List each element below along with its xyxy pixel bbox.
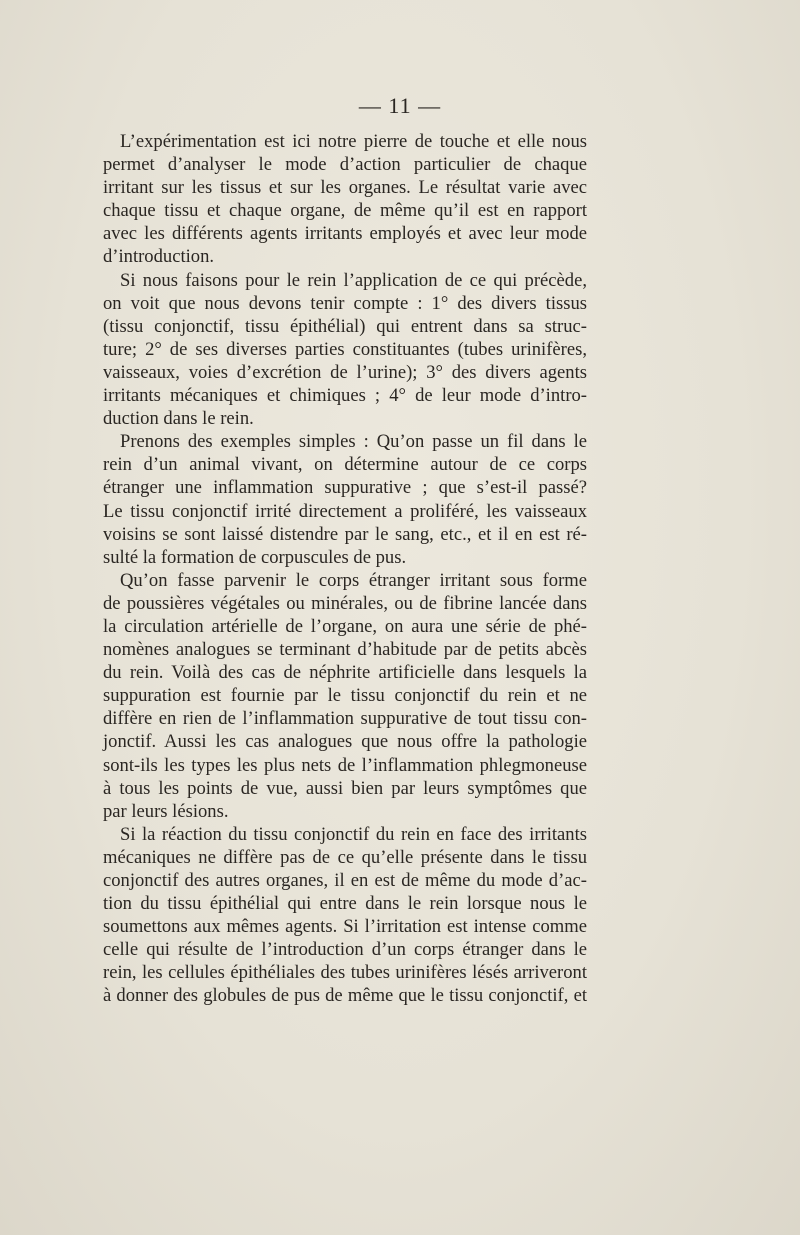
paragraph	[103, 130, 587, 269]
text-line: avec les différents agents irritants employés et avec leur mode	[103, 223, 587, 245]
text-line: diffère en rien de l’inflammation suppurative de tout tissu con-	[103, 708, 587, 730]
text-line: d’introduction.	[103, 246, 215, 268]
text-line: sulté la formation de corpuscules de pus.	[103, 546, 407, 568]
text-line: rein d’un animal vivant, on détermine autour de ce corps	[103, 454, 587, 476]
text-line: (tissu conjonctif, tissu épithélial) qui entrent dans sa struc-	[103, 315, 587, 337]
text-line: rein, les cellules épithéliales des tubes urinifères lésés arriveront	[103, 962, 587, 984]
paragraph	[103, 569, 587, 823]
text-line: permet d’analyser le mode d’action particulier de chaque	[103, 154, 587, 176]
text-line: par leurs lésions.	[103, 800, 229, 822]
text-line: tion du tissu épithélial qui entre dans le rein lorsque nous le	[103, 893, 587, 915]
text-line: Qu’on fasse parvenir le corps étranger irritant sous forme	[120, 569, 587, 591]
paragraph	[103, 430, 587, 569]
text-line: L’expérimentation est ici notre pierre de touche et elle nous	[120, 131, 587, 152]
text-line: étranger une inflammation suppurative ; que s’est-il passé?	[103, 477, 587, 499]
text-line: voisins se sont laissé distendre par le sang, etc., et il en est ré-	[103, 523, 587, 545]
text-line: jonctif. Aussi les cas analogues que nous offre la pathologie	[103, 731, 587, 753]
text-line: suppuration est fournie par le tissu conjonctif du rein et ne	[103, 685, 587, 707]
text-line: de poussières végétales ou minérales, ou de fibrine lancée dans	[103, 592, 587, 614]
text-line: nomènes analogues se terminant d’habitude par de petits abcès	[103, 639, 587, 661]
text-line: du rein. Voilà des cas de néphrite artificielle dans lesquels la	[103, 662, 587, 684]
text-line: celle qui résulte de l’introduction d’un corps étranger dans le	[103, 939, 587, 961]
text-line: irritant sur les tissus et sur les organes. Le résultat varie avec	[103, 177, 587, 199]
body-text	[103, 130, 587, 1008]
text-line: Si nous faisons pour le rein l’application de ce qui précède,	[120, 269, 587, 291]
text-line: ture; 2° de ses diverses parties constituantes (tubes urinifères,	[103, 338, 587, 360]
text-line: soumettons aux mêmes agents. Si l’irritation est intense comme	[103, 916, 587, 938]
paragraph	[103, 269, 587, 431]
text-line: conjonctif des autres organes, il en est de même du mode d’ac-	[103, 870, 587, 891]
text-line: on voit que nous devons tenir compte : 1° des divers tissus	[103, 292, 587, 314]
text-line: chaque tissu et chaque organe, de même qu’il est en rapport	[103, 200, 587, 222]
page-number: — 11 —	[358, 93, 442, 118]
text-line: à donner des globules de pus de même que le tissu conjonctif, et	[103, 985, 587, 1007]
text-line: duction dans le rein.	[103, 408, 254, 430]
text-line: sont-ils les types les plus nets de l’inflammation phlegmoneuse	[103, 754, 587, 776]
text-line: Le tissu conjonctif irrité directement a proliféré, les vaisseaux	[103, 500, 587, 522]
text-line: Prenons des exemples simples : Qu’on passe un fil dans le	[120, 431, 587, 453]
text-line: la circulation artérielle de l’organe, on aura une série de phé-	[103, 615, 587, 637]
text-line: Si la réaction du tissu conjonctif du rein en face des irritants	[120, 823, 587, 845]
paragraph	[103, 823, 587, 1008]
text-line: vaisseaux, voies d’excrétion de l’urine); 3° des divers agents	[103, 361, 587, 383]
text-line: irritants mécaniques et chimiques ; 4° de leur mode d’intro-	[103, 385, 587, 407]
text-line: mécaniques ne diffère pas de ce qu’elle présente dans le tissu	[103, 846, 587, 868]
text-line: à tous les points de vue, aussi bien par leurs symptômes que	[103, 777, 587, 799]
